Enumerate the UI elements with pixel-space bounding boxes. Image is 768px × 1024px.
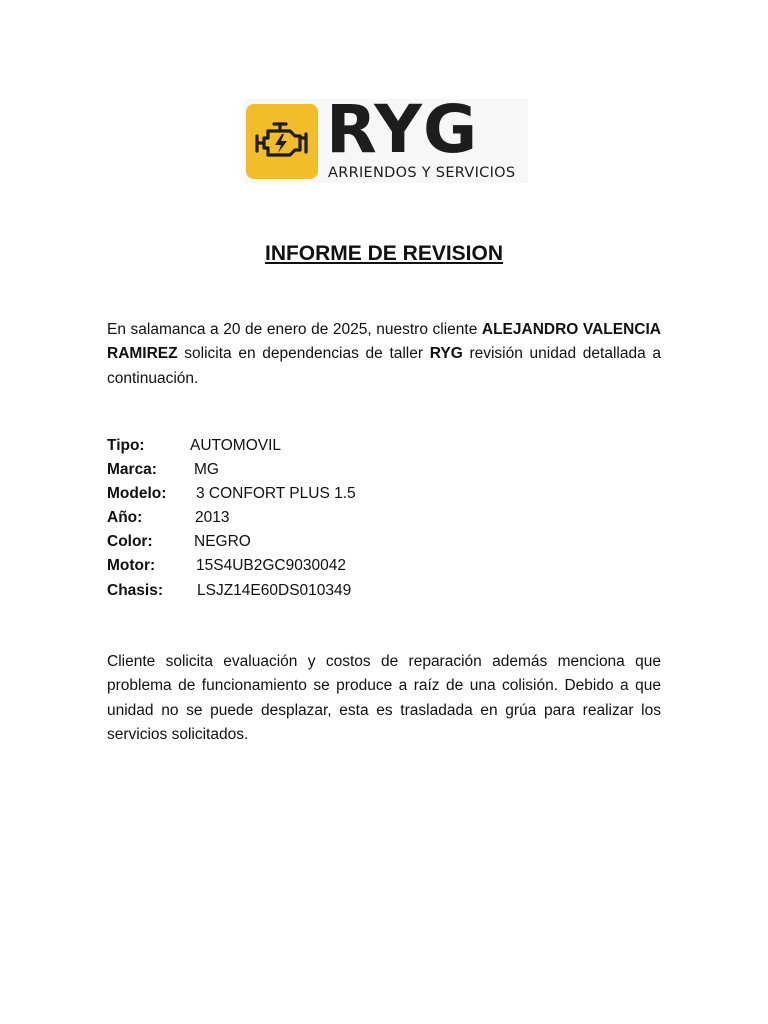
- spec-row-modelo: [107, 482, 607, 506]
- spec-value: LSJZ14E60DS010349: [197, 581, 352, 599]
- workshop-name: RYG: [429, 345, 463, 363]
- spec-row-chasis: [107, 579, 607, 603]
- spec-label: Año:: [107, 509, 143, 527]
- document-title: INFORME DE REVISION: [264, 242, 504, 265]
- logo-badge: [246, 104, 318, 179]
- spec-label: Modelo:: [107, 485, 167, 503]
- spec-row-ano: [107, 506, 607, 530]
- spec-label: Motor:: [107, 557, 156, 575]
- spec-row-tipo: [107, 434, 607, 458]
- spec-value: AUTOMOVIL: [190, 437, 282, 454]
- intro-paragraph: [107, 318, 661, 391]
- client-name: ALEJANDRO VALENCIA RAMIREZ: [107, 321, 661, 363]
- closing-paragraph: Cliente solicita evaluación y costos de reparación además menciona que problema de funcionamiento se produce a raíz de una colisión. Debido a que unidad no se puede desplazar, esta es trasladada en grúa para realizar los servicios solicitados.: [107, 653, 661, 743]
- spec-label: Color:: [107, 533, 153, 551]
- company-logo: [244, 91, 528, 183]
- intro-text-1: En salamanca a 20 de enero de 2025, nuestro cliente: [107, 321, 482, 338]
- spec-value: MG: [194, 461, 219, 479]
- spec-row-color: [107, 530, 607, 554]
- spec-value: NEGRO: [194, 533, 251, 551]
- logo-name: RYG: [326, 91, 479, 168]
- spec-row-marca: [107, 458, 607, 482]
- spec-label: Marca:: [107, 461, 157, 479]
- spec-value: 3 CONFORT PLUS 1.5: [196, 485, 356, 503]
- spec-row-motor: [107, 554, 607, 578]
- spec-label: Chasis:: [107, 581, 163, 599]
- spec-label: Tipo:: [107, 437, 145, 454]
- logo-subtitle: ARRIENDOS Y SERVICIOS: [328, 165, 516, 181]
- engine-icon: [254, 120, 310, 162]
- intro-text-3: revisión unidad detallada a continuación.: [107, 345, 661, 387]
- intro-text-2: solicita en dependencias de taller: [177, 345, 430, 363]
- spec-value: 15S4UB2GC9030042: [196, 557, 346, 575]
- spec-value: 2013: [195, 509, 230, 527]
- vehicle-specs: [107, 434, 607, 603]
